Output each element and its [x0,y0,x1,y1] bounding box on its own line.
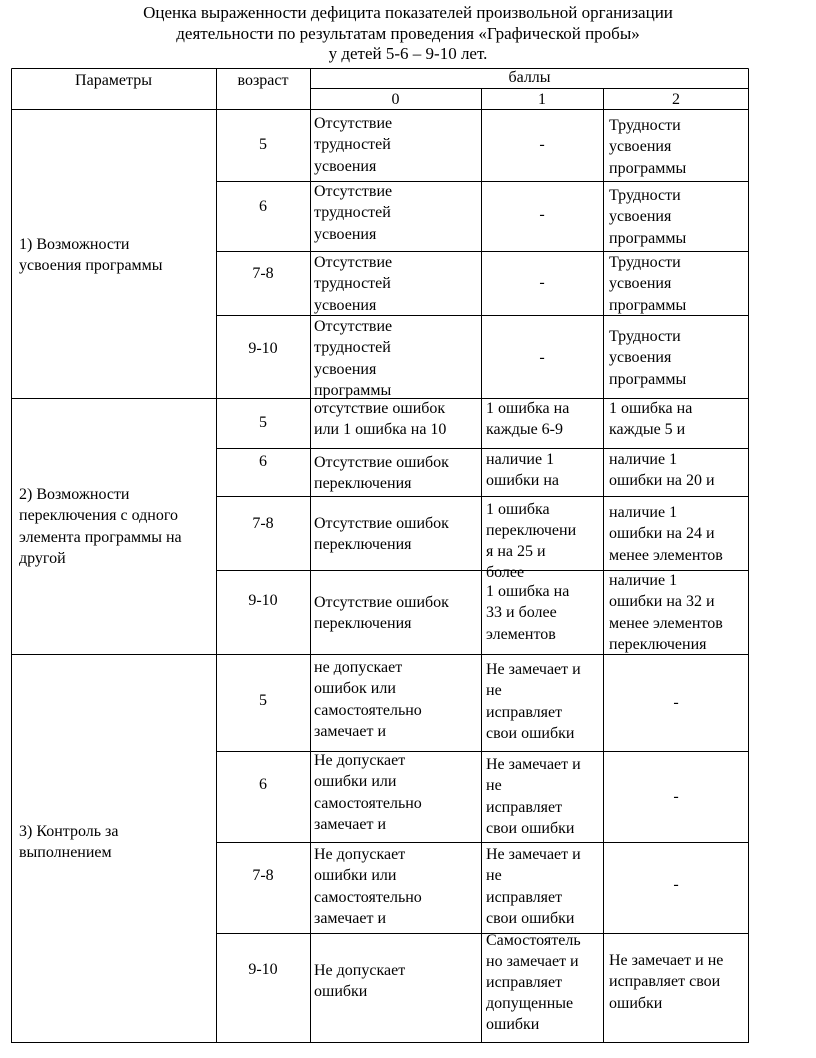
g1-row1-age: 5 [259,136,267,153]
g3-row4-score2: Не замечает и не исправляет свои ошибки [609,952,724,1012]
g2-row2-score0: Отсутствие ошибок переключения [314,454,449,493]
g2-row2-age: 6 [259,453,267,470]
g3-row2-age: 6 [259,776,267,793]
g3-row2-score2: - [673,788,679,805]
g1-row4-age: 9-10 [248,340,278,357]
g1-row3-score2: Трудности усвоения программы [609,254,687,314]
group-1-parameter: 1) Возможности усвоения программы [19,236,163,275]
header-score-0: 0 [391,91,400,108]
g3-row2-score1: Не замечает и не исправляет свои ошибки [486,756,581,837]
g2-row1-age: 5 [259,414,267,431]
group-2-parameter: 2) Возможности переключения с одного элемента программы на другой [19,486,182,567]
g2-row4-score1: 1 ошибка на 33 и более элементов [486,583,570,643]
header-age: возраст [237,72,289,89]
g1-row1-score0: Отсутствие трудностей усвоения [314,115,393,175]
g2-row2-score1: наличие 1 ошибки на [486,451,560,490]
g1-row1-score1: - [539,136,545,153]
g2-row1-score0: отсутствие ошибок или 1 ошибка на 10 [314,400,447,439]
g1-row3-score1: - [539,274,545,291]
g1-row2-age: 6 [259,198,267,215]
g3-row3-age: 7-8 [252,867,274,884]
header-parameters: Параметры [75,72,152,89]
g2-row3-score1: 1 ошибка переключени я на 25 и более [486,501,577,581]
g1-row3-score0: Отсутствие трудностей усвоения [314,254,393,314]
g2-row3-age: 7-8 [252,515,274,532]
header-score-1: 1 [538,91,546,108]
g3-row1-score1: Не замечает и не исправляет свои ошибки [486,661,581,742]
g1-row4-score2: Трудности усвоения программы [609,328,687,388]
g1-row2-score0: Отсутствие трудностей усвоения [314,183,393,243]
g3-row4-score1: Самостоятель но замечает и исправляет допущенные ошибки [486,932,581,1033]
g3-row1-age: 5 [259,692,267,709]
document-title [0,3,816,65]
title-line-3: у детей 5-6 – 9-10 лет. [328,44,488,63]
g2-row3-score2: наличие 1 ошибки на 24 и менее элементов [609,504,723,564]
g2-row4-score0: Отсутствие ошибок переключения [314,594,449,633]
g3-row3-score2: - [673,876,679,893]
header-score: баллы [508,69,551,86]
g2-row1-score2: 1 ошибка на каждые 5 и [609,400,693,439]
g2-row4-score2: наличие 1 ошибки на 32 и менее элементов переключения [609,572,723,653]
g1-row2-score2: Трудности усвоения программы [609,187,687,247]
assessment-table [11,68,749,1044]
g1-row2-score1: - [539,206,545,223]
g1-row4-score1: - [539,349,545,366]
g3-row2-score0: Не допускает ошибки или самостоятельно замечает и [314,752,422,833]
g3-row1-score2: - [673,694,679,711]
header-score-2: 2 [672,91,680,108]
title-line-2: деятельности по результатам проведения «Графической пробы» [176,23,640,43]
g3-row3-score0: Не допускает ошибки или самостоятельно замечает и [314,846,422,927]
g2-row1-score1: 1 ошибка на каждые 6-9 [486,400,570,439]
g3-row3-score1: Не замечает и не исправляет свои ошибки [486,846,581,927]
g3-row1-score0: не допускает ошибок или самостоятельно замечает и [314,659,422,740]
g3-row4-score0: Не допускает ошибки [314,962,406,1001]
g1-row4-score0: Отсутствие трудностей усвоения программы [314,318,393,399]
g1-row1-score2: Трудности усвоения программы [609,117,687,177]
g2-row4-age: 9-10 [248,592,278,609]
g2-row2-score2: наличие 1 ошибки на 20 и [609,451,715,490]
g1-row3-age: 7-8 [252,265,274,282]
title-line-1: Оценка выраженности дефицита показателей произвольной организации [143,3,673,22]
g2-row3-score0: Отсутствие ошибок переключения [314,515,449,554]
g3-row4-age: 9-10 [248,961,278,978]
group-3-parameter: 3) Контроль за выполнением [19,823,119,862]
